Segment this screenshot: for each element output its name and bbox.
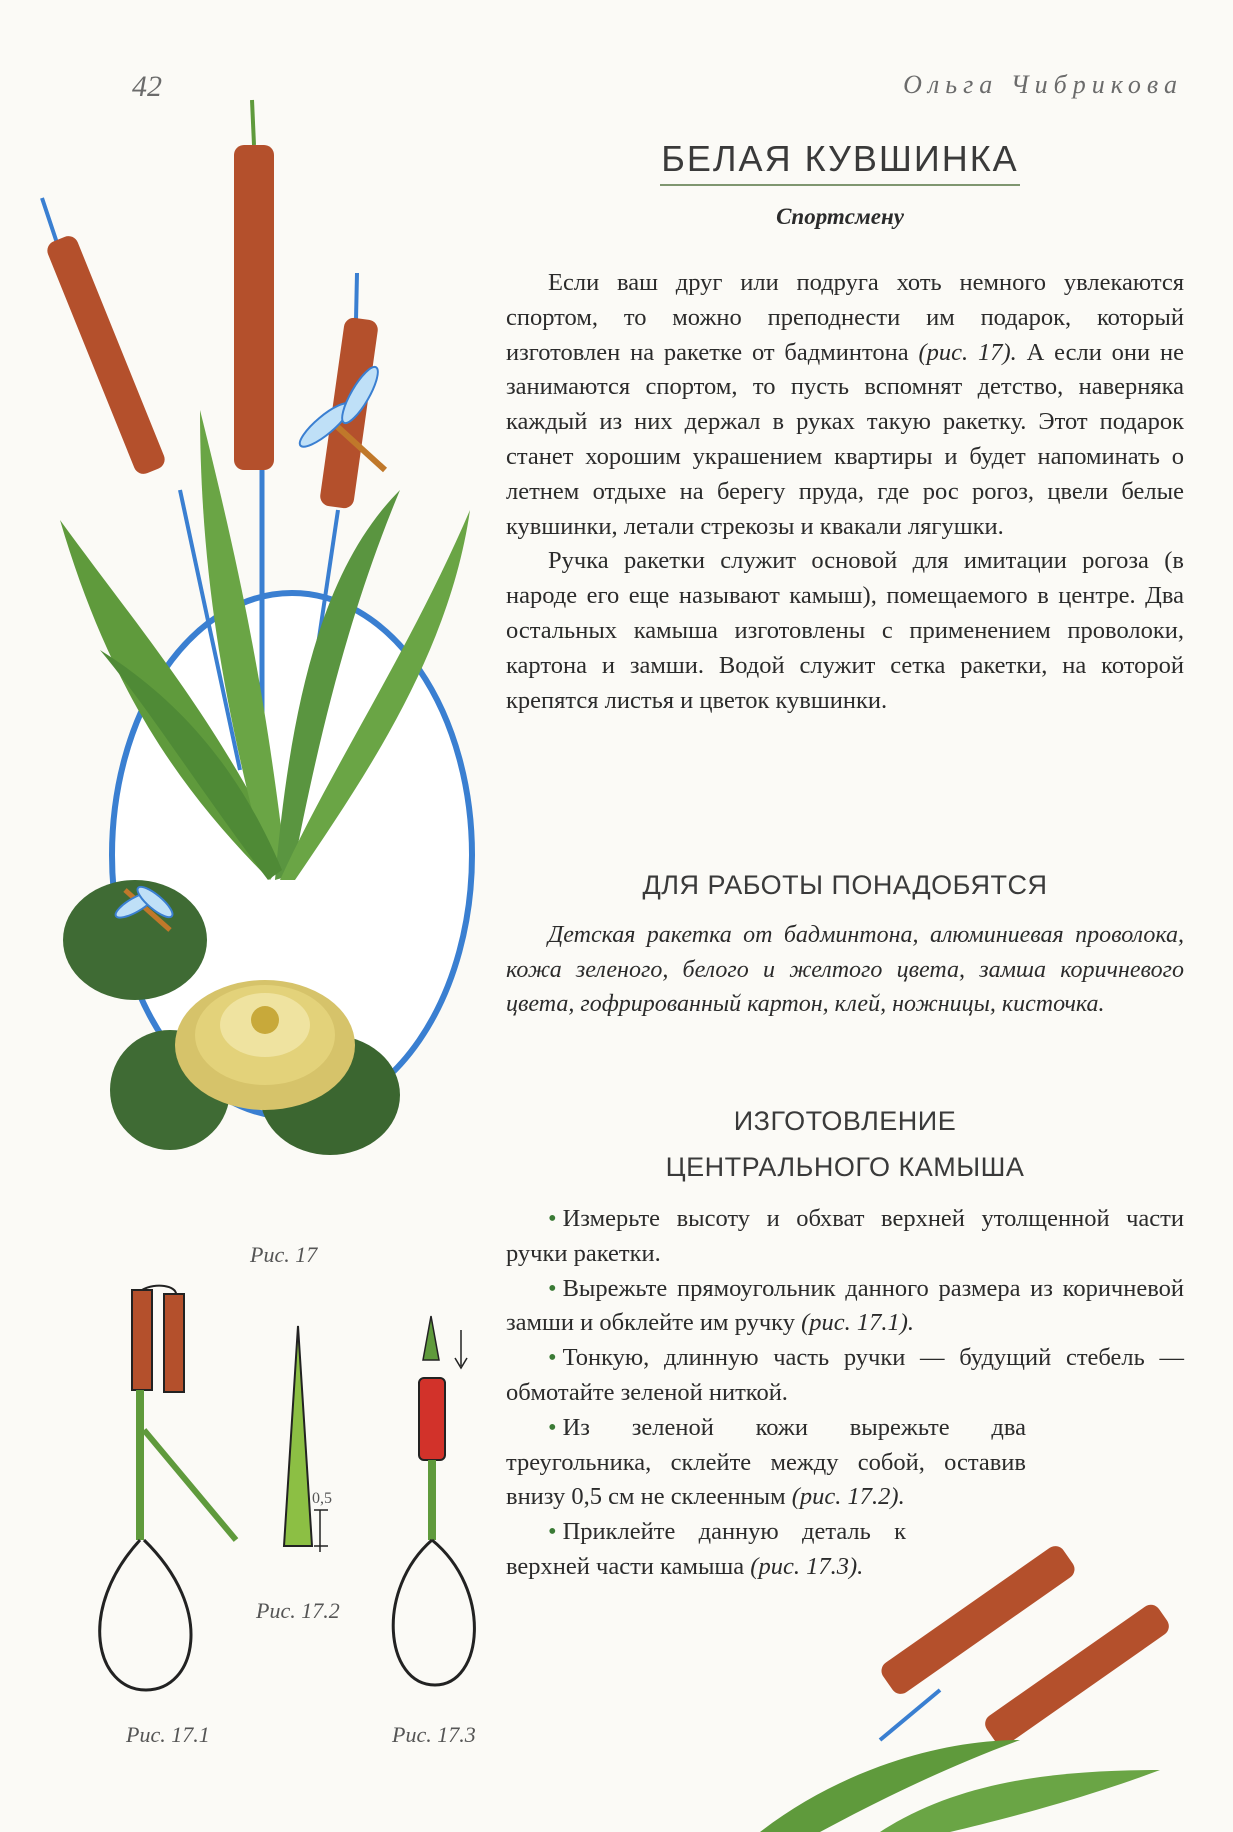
step-2: • Вырежьте прямоугольник данного размера из коричневой замши и обклейте им ручку (рис. 17.1). [506,1274,1184,1337]
water-lily-flower [175,980,355,1110]
caption-fig-17-1: Рис. 17.1 [126,1722,210,1747]
bullet-icon: • [548,1413,557,1441]
step-3: • Тонкую, длинную часть ручки — будущий стебель — обмотайте зеленой ниткой. [506,1344,1184,1406]
figure-reference: (рис. 17.3). [750,1552,864,1580]
figure-17-photo [30,90,500,1260]
bullet-icon: • [548,1344,557,1372]
figure-reference: (рис. 17.1). [801,1309,915,1337]
bullet-icon: • [548,1274,557,1302]
running-head-author: Ольга Чибрикова [903,70,1183,99]
intro-text [506,266,1184,718]
caption-fig-17: Рис. 17 [250,1242,318,1267]
materials-list: Детская ракетка от бадминтона, алюминиевая проволока, кожа зеленого, белого и желтого цвета, замша коричневого цвета, гофрированный картон, клей, ножницы, кисточка. [506,922,1184,1017]
caption-fig-17-2: Рис. 17.2 [256,1598,340,1623]
intro-paragraph-1: Если ваш друг или подруга хоть немного увлекаются спортом, то можно преподнести им подарок, который изготовлен на ракетке от бадминтона (рис. 17). А если они не занимаются спортом, то пусть вспомнят детство, наверняка каждый из них держал в руках такую ракетку. Этот подарок станет хорошим украшением квартиры и будет напоминать о летнем отдыхе на берегу пруда, где рос рогоз, цвели белые кувшинки, летали стрекозы и квакали лягушки. [506,269,1184,540]
figure-reference: (рис. 17). [918,338,1017,366]
step-5: • Приклейте данную деталь к верхней части камыша (рис. 17.3). [506,1518,906,1580]
materials-heading: ДЛЯ РАБОТЫ ПОНАДОБЯТСЯ [642,870,1048,900]
cattail-head-left [44,233,167,477]
bullet-icon: • [548,1518,557,1546]
cattail-tip-center [252,100,254,145]
cattail-tip-right [356,273,357,320]
intro-paragraph-2: Ручка ракетки служит основой для имитации рогоза (в народе его еще называют камыш), помещаемого в центре. Два остальных камыша изготовлены с применением проволоки, картона и замши. Водой служит сетка ракетки, на которой крепятся листья и цветок кувшинки. [506,547,1184,714]
step-4: • Из зеленой кожи вырежьте два треугольника, склейте между собой, оставив внизу 0,5 см не склеенным (рис. 17.2). [506,1413,1026,1511]
manufacturing-heading-line2: ЦЕНТРАЛЬНОГО КАМЫША [665,1152,1025,1182]
page-number: 42 [132,70,162,103]
instruction-steps [506,1202,1184,1585]
figure-17-3-diagram [375,1310,495,1700]
manufacturing-heading-line1: ИЗГОТОВЛЕНИЕ [733,1106,957,1136]
figure-reference: (рис. 17.2). [791,1483,905,1511]
article-title: БЕЛАЯ КУВШИНКА [660,138,1020,186]
bullet-icon: • [548,1205,557,1232]
cattail-head-center [234,145,274,470]
dimension-label: 0,5 [312,1490,332,1507]
step-1: • Измерьте высоту и обхват верхней утолщенной части ручки ракетки. [506,1205,1184,1267]
dedication-subtitle: Спортсмену [776,204,904,229]
figure-17-1-diagram [86,1280,246,1700]
figure-17-2-diagram [270,1320,370,1560]
caption-fig-17-3: Рис. 17.3 [392,1722,476,1747]
